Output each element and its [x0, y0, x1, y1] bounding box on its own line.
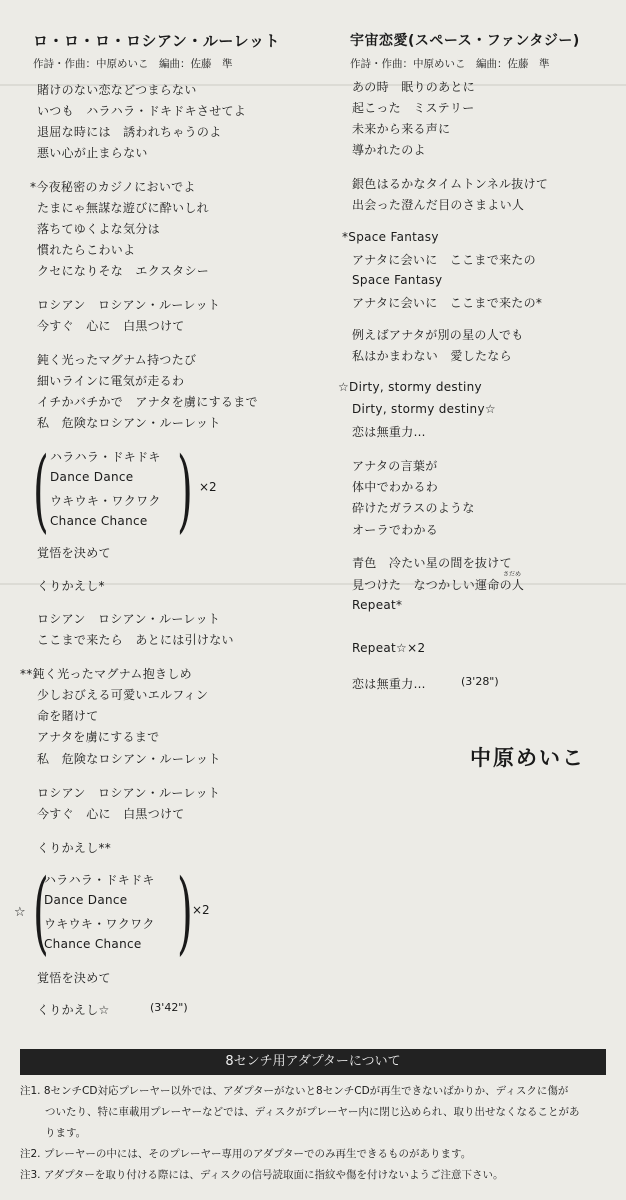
- repeat-times: ×2: [199, 480, 217, 494]
- lyric-line: いつも ハラハラ・ドキドキさせてよ: [37, 104, 247, 118]
- lyric-line: 細いラインに電気が走るわ: [37, 374, 185, 388]
- lyric-line: Chance Chance: [44, 937, 142, 951]
- lyric-line: Space Fantasy: [352, 273, 443, 287]
- lyric-line: 今すぐ 心に 白黒つけて: [37, 319, 185, 333]
- lyric-line: アナタを虜にするまで: [37, 730, 160, 744]
- lyric-line: ウキウキ・ワクワク: [50, 494, 161, 508]
- lyric-line: 覚悟を決めて: [37, 546, 111, 560]
- lyric-line: アナタに会いに ここまで来たの: [352, 253, 536, 267]
- lyric-line: 落ちてゆくよな気分は: [37, 222, 160, 236]
- lyric-line: Repeat*: [352, 598, 403, 612]
- lyric-line: ハラハラ・ドキドキ: [44, 873, 155, 887]
- notice-line: ります。: [45, 1127, 87, 1139]
- repeat-times: ×2: [192, 903, 210, 917]
- lyric-line: Dirty, stormy destiny☆: [352, 402, 496, 416]
- lyric-line: 慣れたらこわいよ: [37, 243, 136, 257]
- song2-duration: (3'28"): [461, 675, 499, 688]
- lyric-line: Chance Chance: [50, 514, 148, 528]
- lyric-line: 命を賭けて: [37, 709, 99, 723]
- notice-heading: 8センチ用アダプターについて: [225, 1054, 401, 1069]
- artist-name: 中原めいこ: [470, 746, 585, 770]
- lyric-line: くりかえし*: [37, 579, 105, 593]
- lyric-line: 未来から来る声に: [352, 122, 451, 136]
- right-bracket: ): [177, 860, 193, 965]
- lyric-line: ここまで来たら あとには引けない: [37, 633, 234, 647]
- lyric-line: 私 危険なロシアン・ルーレット: [37, 752, 221, 766]
- lyric-line: ロシアン ロシアン・ルーレット: [37, 298, 221, 312]
- lyric-line: 覚悟を決めて: [37, 971, 111, 985]
- lyric-line: ロシアン ロシアン・ルーレット: [37, 612, 221, 626]
- lyric-line: ロシアン ロシアン・ルーレット: [37, 786, 221, 800]
- left-bracket: (: [33, 860, 49, 965]
- lyric-line: Repeat☆×2: [352, 641, 426, 655]
- lyric-line: Dance Dance: [50, 470, 134, 484]
- lyric-line: オーラでわかる: [352, 523, 439, 537]
- notice-line: ついたり、特に車載用プレーヤーなどでは、ディスクがプレーヤー内に閉じ込められ、取り出せなくなることがあ: [45, 1106, 580, 1118]
- lyric-line: イチかバチかで アナタを虜にするまで: [37, 395, 258, 409]
- lyric-line: ウキウキ・ワクワク: [44, 917, 155, 931]
- lyric-line: 銀色はるかなタイムトンネル抜けて: [352, 177, 549, 191]
- notice-line: 注3. アダプターを取り付ける際には、ディスクの信号読取面に指紋や傷を付けないようご注意下さい。: [20, 1169, 504, 1181]
- lyric-line: たまにゃ無謀な遊びに酔いしれ: [37, 201, 209, 215]
- song2-credit: 作詩・作曲：中原めいこ 編曲：佐藤 準: [350, 58, 550, 70]
- song2-title: 宇宙恋愛(スペース・ファンタジー): [350, 33, 580, 49]
- lyric-line: 起こった ミステリー: [352, 101, 475, 115]
- lyric-line: 例えばアナタが別の星の人でも: [352, 328, 524, 342]
- lyric-line: 鈍く光ったマグナム持つたび: [37, 353, 197, 367]
- lyric-line: 私はかまわない 愛したなら: [352, 349, 512, 363]
- lyric-line: 見つけた なつかしい運命の人: [352, 578, 525, 592]
- lyric-line: 砕けたガラスのような: [352, 501, 475, 515]
- lyric-line: アナタの言葉が: [352, 459, 438, 473]
- ruby-reading: さだめ: [503, 571, 522, 578]
- star-mark: ☆: [14, 905, 26, 920]
- lyric-line: **鈍く光ったマグナム抱きしめ: [20, 667, 192, 681]
- lyric-line: 今すぐ 心に 白黒つけて: [37, 807, 185, 821]
- lyric-line: 賭けのない恋などつまらない: [37, 83, 197, 97]
- lyric-line: アナタに会いに ここまで来たの*: [352, 296, 543, 310]
- lyric-line: 退屈な時には 誘われちゃうのよ: [37, 125, 222, 139]
- lyric-line: *Space Fantasy: [342, 230, 439, 244]
- lyric-line: 恋は無重力…: [352, 425, 426, 439]
- song1-credit: 作詩・作曲：中原めいこ 編曲：佐藤 準: [33, 58, 233, 70]
- right-bracket: ): [177, 438, 193, 543]
- lyric-line: くりかえし**: [37, 841, 112, 855]
- lyric-line: 導かれたのよ: [352, 143, 426, 157]
- lyric-line: Dance Dance: [44, 893, 128, 907]
- lyric-line: ☆Dirty, stormy destiny: [338, 380, 482, 394]
- lyric-line: 私 危険なロシアン・ルーレット: [37, 416, 221, 430]
- notice-line: 注2. プレーヤーの中には、そのプレーヤー専用のアダプターでのみ再生できるものがあります。: [20, 1148, 472, 1160]
- notice-heading-bar: [20, 1049, 606, 1075]
- lyric-line: 出会った澄んだ目のさまよい人: [352, 198, 525, 212]
- lyric-line: *今夜秘密のカジノにおいでよ: [30, 180, 196, 194]
- lyric-line: 恋は無重力…: [352, 677, 426, 691]
- lyric-line: 悪い心が止まらない: [37, 146, 148, 160]
- lyric-line: くりかえし☆: [37, 1003, 110, 1017]
- lyric-line: ハラハラ・ドキドキ: [50, 450, 161, 464]
- lyric-line: 少しおびえる可愛いエルフィン: [37, 688, 209, 702]
- lyric-line: 体中でわかるわ: [352, 480, 439, 494]
- song1-title: ロ・ロ・ロ・ロシアン・ルーレット: [33, 32, 280, 50]
- left-bracket: (: [33, 438, 49, 543]
- lyric-line: 青色 冷たい星の間を抜けて: [352, 556, 512, 570]
- song1-duration: (3'42"): [150, 1001, 188, 1014]
- lyric-line: クセになりそな エクスタシー: [37, 264, 210, 278]
- lyric-line: あの時 眠りのあとに: [352, 80, 476, 94]
- notice-line: 注1. 8センチCD対応プレーヤー以外では、アダプターがないと8センチCDが再生できないばかりか、ディスクに傷が: [20, 1085, 569, 1097]
